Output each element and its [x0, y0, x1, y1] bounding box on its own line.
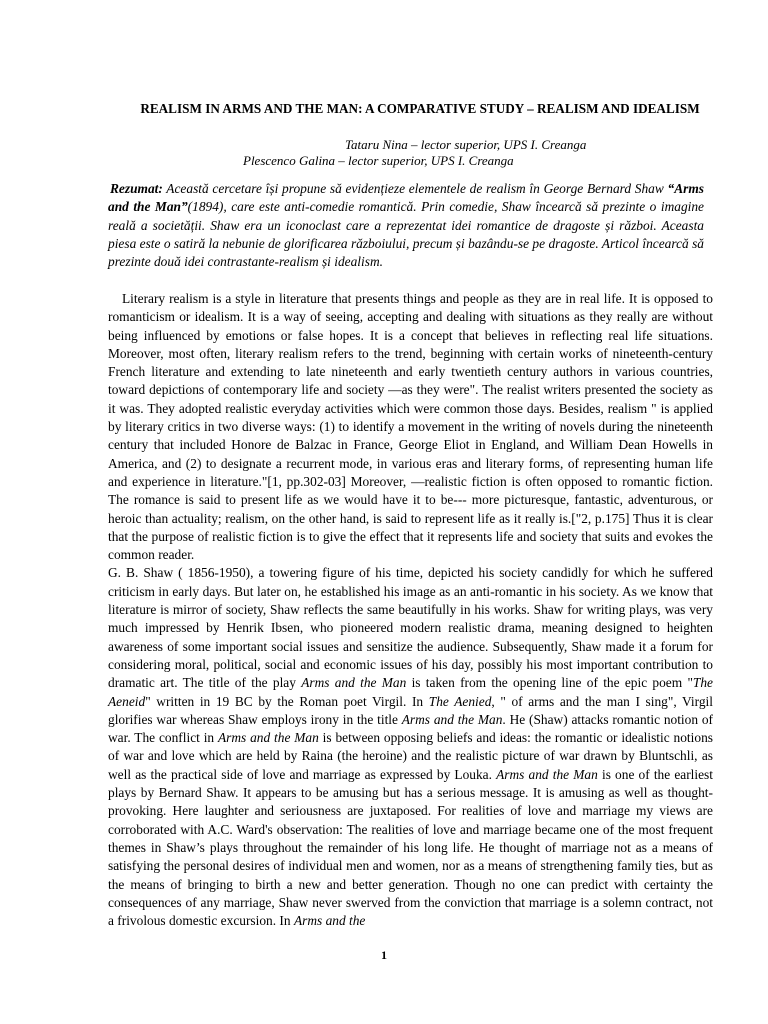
paragraph-2-segment: , " of arms and the man I sing", Virgil glorifies war whereas Shaw employs irony in the title: [108, 693, 713, 727]
poem-title-italic: The Aeneid: [108, 675, 713, 709]
author-2: Plescenco Galina – lector superior, UPS I. Creanga: [243, 153, 514, 168]
abstract-play-title: “Arms and the Man”: [108, 181, 704, 215]
paragraph-2-segment: is taken from the opening line of the epic poem ": [406, 675, 693, 691]
abstract-text-part-1: Această cercetare își propune să evidențieze elementele de realism în George Bernard Shaw: [162, 181, 668, 196]
page-number: 1: [381, 948, 387, 962]
abstract: [108, 180, 704, 271]
paragraph-2-segment: " written in 19 BC by the Roman poet Virgil. In: [145, 693, 429, 709]
body-text: [108, 290, 713, 930]
poem-title-italic: The Aenied: [428, 693, 492, 709]
paper-title: REALISM IN ARMS AND THE MAN: A COMPARATIVE STUDY – REALISM AND IDEALISM: [140, 101, 700, 116]
play-title-italic: Arms and the Man: [217, 730, 319, 746]
author-1: Tataru Nina – lector superior, UPS I. Creanga: [345, 137, 587, 152]
paragraph-2-segment: . He (Shaw) attacks romantic notion of war. The conflict in: [108, 711, 713, 746]
play-title-italic: Arms and the Man: [301, 675, 407, 691]
play-title-italic: Arms and the Man: [496, 766, 598, 782]
play-title-italic: Arms and the: [293, 913, 366, 929]
abstract-text-part-2: (1894), care este anti-comedie romantică. Prin comedie, Shaw încearcă să prezinte o imagine reală a societății. Shaw era un iconoclast care a reprezentat idei romantice de dragoste și război. Aceasta piesa este o satiră la nebunie de glorificarea războiului, precum și bazându-se pe dragoste. Articol încearcă să prezinte două idei contrastante-realism și idealism.: [108, 199, 704, 270]
paragraph-2-segment: is between opposing beliefs and ideas: the romantic or idealistic notions of war and love which are held by Raina (the heroine) and the realistic picture of war drawn by Bluntschli, as well as the practical side of love and marriage as expressed by Louka.: [108, 730, 713, 782]
play-title-italic: Arms and the Man: [401, 711, 503, 727]
paragraph-2: [108, 564, 713, 930]
paragraph-2-segment: G. B. Shaw ( 1856-1950), a towering figure of his time, depicted his society candidly for which he suffered criticism in early days. But later on, he established his image as an anti-romantic in his society. As we know that literature is mirror of society, Shaw reflects the same beautifully in his works. Shaw for writing plays, was very much impressed by Henrik Ibsen, who pioneered modern realistic drama, meaning designed to heighten awareness of some important social issues and sensitize the audience. Subsequently, Shaw made it a forum for considering moral, political, social and economic issues of his day, possibly his most important contribution to dramatic art. The title of the play: [108, 565, 713, 691]
abstract-label: Rezumat:: [110, 181, 163, 196]
paragraph-2-segment: is one of the earliest plays by Bernard Shaw. It appears to be amusing but has a serious message. It is amusing as well as thought- provoking. Here laughter and seriousness are juxtaposed. For realities of love and marriage my views are corroborated with A.C. Ward's observation: The realities of love and marriage became one of the most frequent themes in Shaw’s plays throughout the remainder of his long life. He thought of marriage not as a means of satisfying the personal desires of individual men and women, nor as a means of strengthening family ties, but as the means of bringing to birth a new and better generation. Though no one can predict with certainty the consequences of any marriage, Shaw never swerved from the conviction that marriage is a solemn contract, not a frivolous domestic excursion. In: [108, 766, 713, 929]
paragraph-1: Literary realism is a style in literature that presents things and people as they are in real life. It is opposed to romanticism or idealism. It is a way of seeing, accepting and dealing with situations as they really are without being influenced by emotions or false hopes. It is a concept that believes in reflecting real life situations. Moreover, most often, literary realism refers to the trend, beginning with certain works of nineteenth-century French literature and extending to late nineteenth and early twentieth century authors in various countries, toward depictions of contemporary life and society —as they were". The realist writers presented the society as it was. They adopted realistic everyday activities which were common those days. Besides, realism " is applied by literary critics in two diverse ways: (1) to identify a movement in the writing of novels during the nineteenth century that included Honore de Balzac in France, George Eliot in England, and William Dean Howells in America, and (2) to designate a recurrent mode, in various eras and literary forms, of representing human life and experience in literature."[1, pp.302-03] Moreover, —realistic fiction is often opposed to romantic fiction. The romance is said to present life as we would have it to be--- more picturesque, fantastic, adventurous, or heroic than actuality; realism, on the other hand, is said to represent life as it really is.["2, p.175] Thus it is clear that the purpose of realistic fiction is to give the effect that it represents life and society that suits and evokes the common reader.: [108, 291, 713, 563]
